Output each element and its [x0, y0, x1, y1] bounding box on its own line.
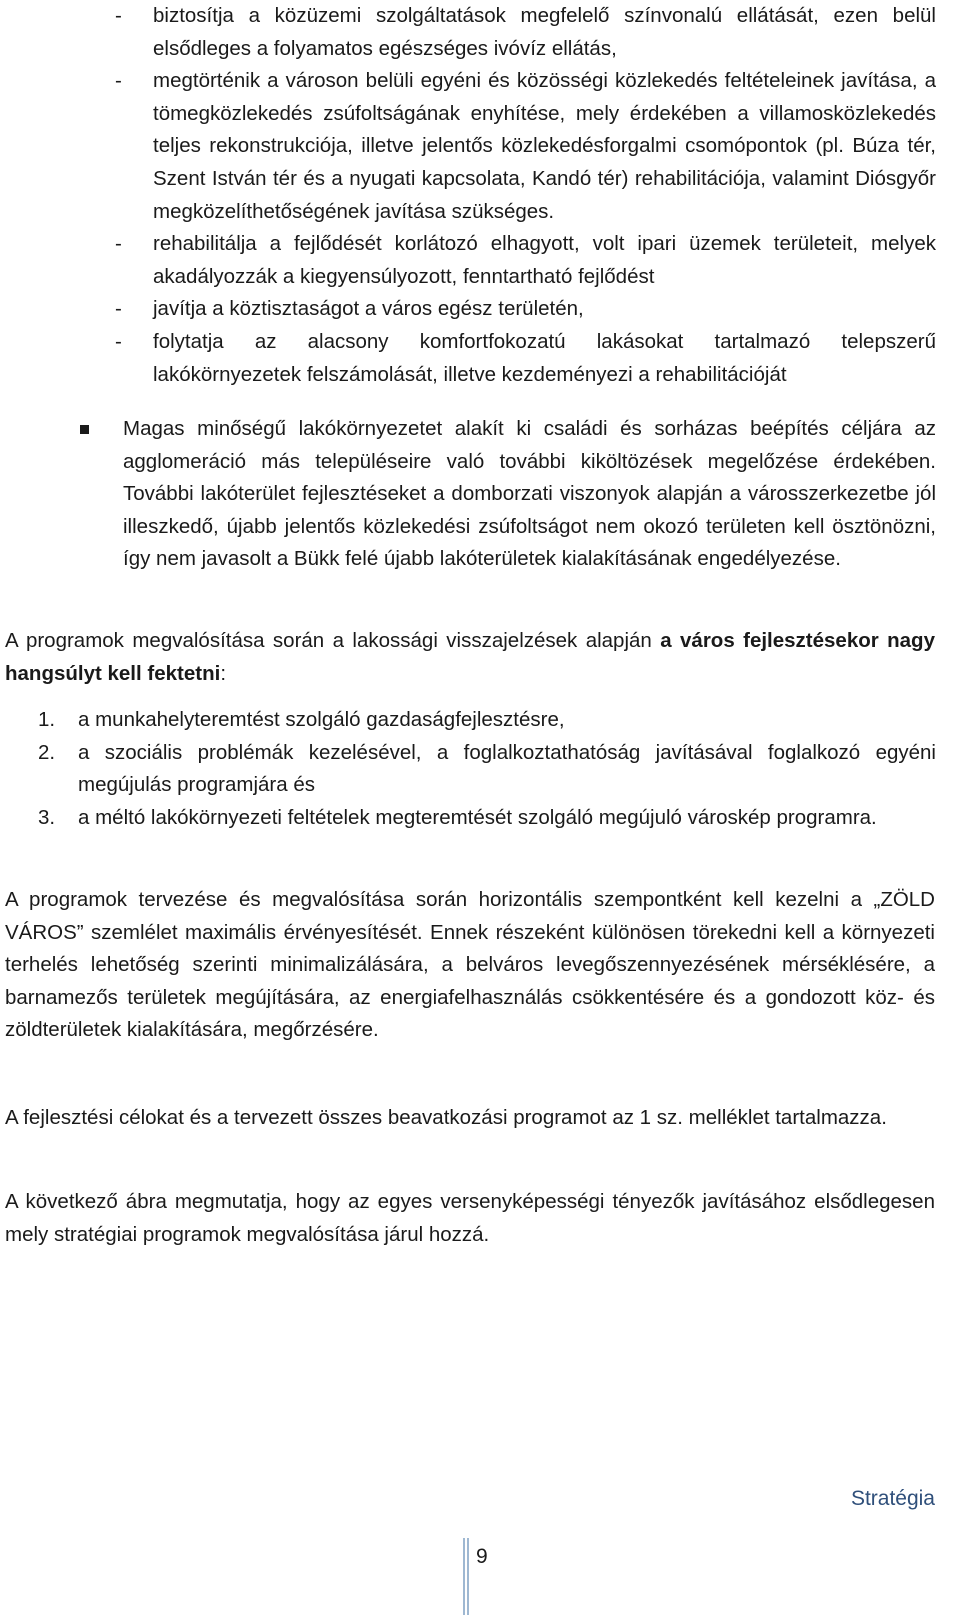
dash-bullet: - — [115, 232, 122, 256]
list-item-text: megtörténik a városon belüli egyéni és közösségi közlekedés feltételeinek javítása, a tömegközlekedés zsúfoltságának enyhítése, mely érdekében a villamosközlekedés teljes rekonstrukciója, illetve jelentős közlekedésforgalmi csomópontok (pl. Búza tér, Szent István tér és a nyugati kapcsolata, Kandó tér) rehabilitációja, valamint Diósgyőr megközelíthetőségének javítása szükséges. — [153, 69, 936, 223]
paragraph-lead: A programok megvalósítása során a lakossági visszajelzések alapján — [5, 629, 661, 652]
list-item — [0, 228, 960, 293]
dash-bullet: - — [115, 329, 122, 353]
list-item — [0, 737, 960, 802]
dash-bullet: - — [115, 69, 122, 93]
dash-bullet: - — [115, 297, 122, 321]
footer-divider — [463, 1538, 469, 1615]
square-bullet-item — [0, 413, 960, 576]
list-item — [0, 704, 960, 737]
square-item-text: Magas minőségű lakókörnyezetet alakít ki családi és sorházas beépítés céljára az agglomeráció más településeire való további kiköltözések megelőzése érdekében. További lakóterület fejlesztéseket a domborzati viszonyok alapján a városszerkezetbe jól illeszkedő, újabb jelentős közlekedési zsúfoltságot nem okozó területen kell ösztönözni, így nem javasolt a Bükk felé újabb lakóterületek kialakításának engedélyezése. — [123, 417, 936, 571]
list-item-text: a szociális problémák kezelésével, a foglalkoztathatóság javításával foglalkozó egyéni megújulás programjára és — [78, 740, 936, 797]
list-item-text: biztosítja a közüzemi szolgáltatások megfelelő színvonalú ellátását, ezen belül elsődleges a folyamatos egészséges ivóvíz ellátás, — [153, 4, 936, 60]
list-item-text: rehabilitálja a fejlődését korlátozó elhagyott, volt ipari üzemek területeit, melyek akadályozzák a kiegyensúlyozott, fenntartható fejlődést — [153, 232, 936, 288]
footer-section-title: Stratégia — [850, 1487, 935, 1510]
list-item — [0, 293, 960, 326]
list-number: 3. — [38, 805, 56, 829]
paragraph-priorities — [5, 625, 935, 690]
page-number: 9 — [476, 1545, 488, 1568]
list-item-text: folytatja az alacsony komfortfokozatú lakásokat tartalmazó telepszerű lakókörnyezetek felszámolását, illetve kezdeményezi a rehabilitációját — [153, 329, 936, 386]
square-bullet-icon — [80, 425, 89, 434]
dash-list — [0, 0, 960, 391]
list-item-text: javítja a köztisztaságot a város egész területén, — [153, 297, 584, 321]
numbered-list — [0, 704, 960, 834]
list-item — [0, 326, 960, 391]
paragraph-bold: a város fejlesztésekor nagy hangsúlyt kell fektetni — [5, 629, 935, 685]
paragraph-annex: A fejlesztési célokat és a tervezett összes beavatkozási programot az 1 sz. melléklet tartalmazza. — [5, 1106, 887, 1129]
list-number: 2. — [38, 740, 56, 764]
dash-bullet: - — [115, 4, 122, 27]
list-item-text: a munkahelyteremtést szolgáló gazdaságfejlesztésre, — [78, 708, 565, 731]
paragraph-tail: : — [220, 661, 227, 685]
list-item — [0, 65, 960, 228]
paragraph-figure-intro: A következő ábra megmutatja, hogy az egyes versenyképességi tényezők javításához elsődlegesen mely stratégiai programok megvalósítása járul hozzá. — [5, 1190, 935, 1246]
list-number: 1. — [38, 708, 56, 731]
paragraph-green-city: A programok tervezése és megvalósítása során horizontális szempontként kell kezelni a „ZÖLD VÁROS” szemlélet maximális érvényesítését. Ennek részeként különösen törekedni kell a környezeti terhelés lehetőség szerinti minimalizálására, a belváros levegőszennyezésének mérséklésére, a barnamezős területek megújítására, az energiafelhasználás csökkentésére és a gondozott köz- és zöldterületek kialakítására, megőrzésére. — [5, 888, 935, 1042]
list-item — [0, 802, 960, 835]
list-item — [0, 0, 960, 65]
list-item-text: a méltó lakókörnyezeti feltételek megteremtését szolgáló megújuló városkép programra. — [78, 805, 877, 829]
